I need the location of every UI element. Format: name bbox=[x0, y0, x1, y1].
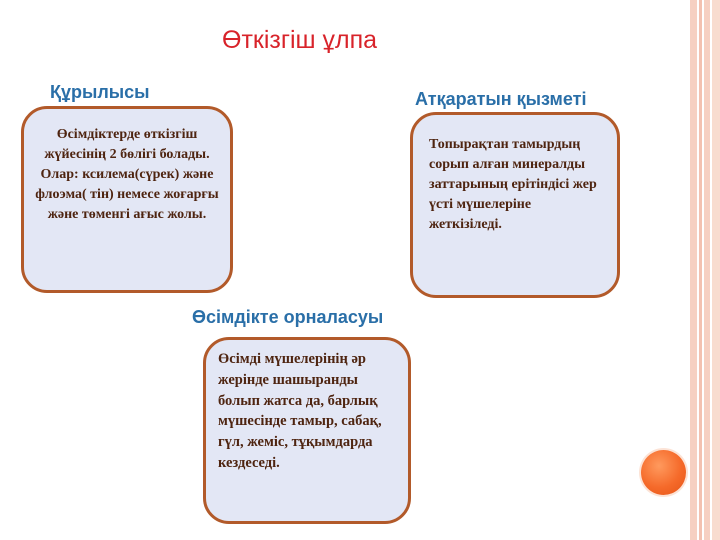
structure-card bbox=[21, 106, 233, 293]
side-stripe bbox=[712, 0, 720, 540]
location-card bbox=[203, 337, 411, 524]
function-card-text: Топырақтан тамырдың сорып алған минералды заттарының ерітіндісі жер үсті мүшелеріне жеткізіледі. bbox=[429, 137, 597, 232]
side-stripe bbox=[704, 0, 710, 540]
heading-location: Өсімдікте орналасуы bbox=[192, 307, 384, 327]
side-stripe bbox=[690, 0, 697, 540]
function-card bbox=[410, 112, 620, 298]
slide-title: Өткізгіш ұлпа bbox=[222, 26, 378, 54]
location-card-text: Өсімді мүшелерінің әр жерінде шашыранды болып жатса да, барлық мүшесінде тамыр, сабақ, гүл, жеміс, тұқымдарда кездеседі. bbox=[218, 351, 382, 471]
decorative-orb bbox=[641, 450, 686, 495]
heading-structure: Құрылысы bbox=[50, 82, 150, 102]
side-stripe bbox=[699, 0, 702, 540]
structure-card-text: Өсімдіктерде өткізгіш жүйесінің 2 бөлігі болады. Олар: ксилема(сүрек) және флоэма( тін) немесе жоғарғы және төменгі ағыс жолы. bbox=[35, 127, 219, 222]
heading-function: Атқаратын қызметі bbox=[415, 89, 587, 109]
